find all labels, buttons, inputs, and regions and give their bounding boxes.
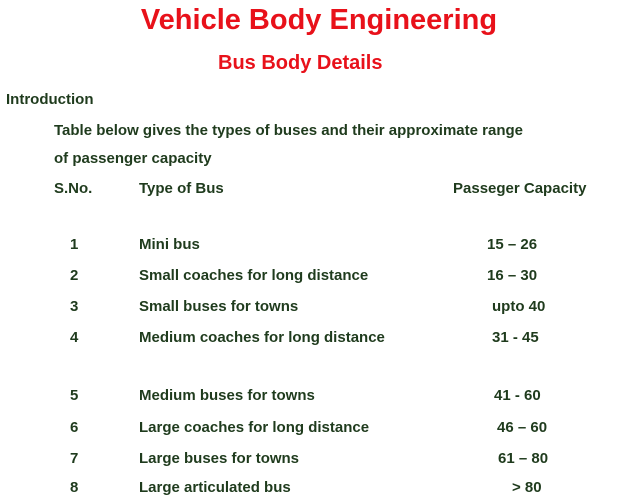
table-row-7-capacity: 61 – 80	[498, 450, 549, 467]
table-row-2-type: Small coaches for long distance	[139, 267, 369, 284]
description-line-2: of passenger capacity	[54, 150, 212, 167]
header-type: Type of Bus	[139, 180, 224, 197]
table-row-8-type: Large articulated bus	[139, 479, 291, 496]
table-row-5-capacity: 41 - 60	[494, 387, 541, 404]
table-row-8-sno: 8	[70, 479, 79, 496]
table-row-1-sno: 1	[70, 236, 79, 253]
table-row-2-sno: 2	[70, 267, 79, 284]
table-row-8-capacity: > 80	[512, 479, 542, 496]
table-row-3-capacity: upto 40	[492, 298, 546, 315]
table-row-6-type: Large coaches for long distance	[139, 419, 370, 436]
table-row-4-sno: 4	[70, 329, 79, 346]
table-row-1-capacity: 15 – 26	[487, 236, 538, 253]
page-subtitle: Bus Body Details	[218, 52, 383, 74]
table-row-3-sno: 3	[70, 298, 79, 315]
table-row-5-sno: 5	[70, 387, 79, 404]
table-row-1-type: Mini bus	[139, 236, 200, 253]
table-row-4-capacity: 31 - 45	[492, 329, 539, 346]
table-row-4-type: Medium coaches for long distance	[139, 329, 385, 346]
section-heading: Introduction	[6, 91, 94, 108]
table-row-3-type: Small buses for towns	[139, 298, 299, 315]
description-line-1: Table below gives the types of buses and their approximate range	[54, 122, 524, 139]
table-row-2-capacity: 16 – 30	[487, 267, 538, 284]
table-row-6-capacity: 46 – 60	[497, 419, 548, 436]
table-row-6-sno: 6	[70, 419, 79, 436]
table-row-7-type: Large buses for towns	[139, 450, 300, 467]
table-row-7-sno: 7	[70, 450, 79, 467]
page-title: Vehicle Body Engineering	[140, 4, 498, 36]
header-sno: S.No.	[54, 180, 93, 197]
table-row-5-type: Medium buses for towns	[139, 387, 315, 404]
header-capacity: Passeger Capacity	[453, 180, 587, 197]
